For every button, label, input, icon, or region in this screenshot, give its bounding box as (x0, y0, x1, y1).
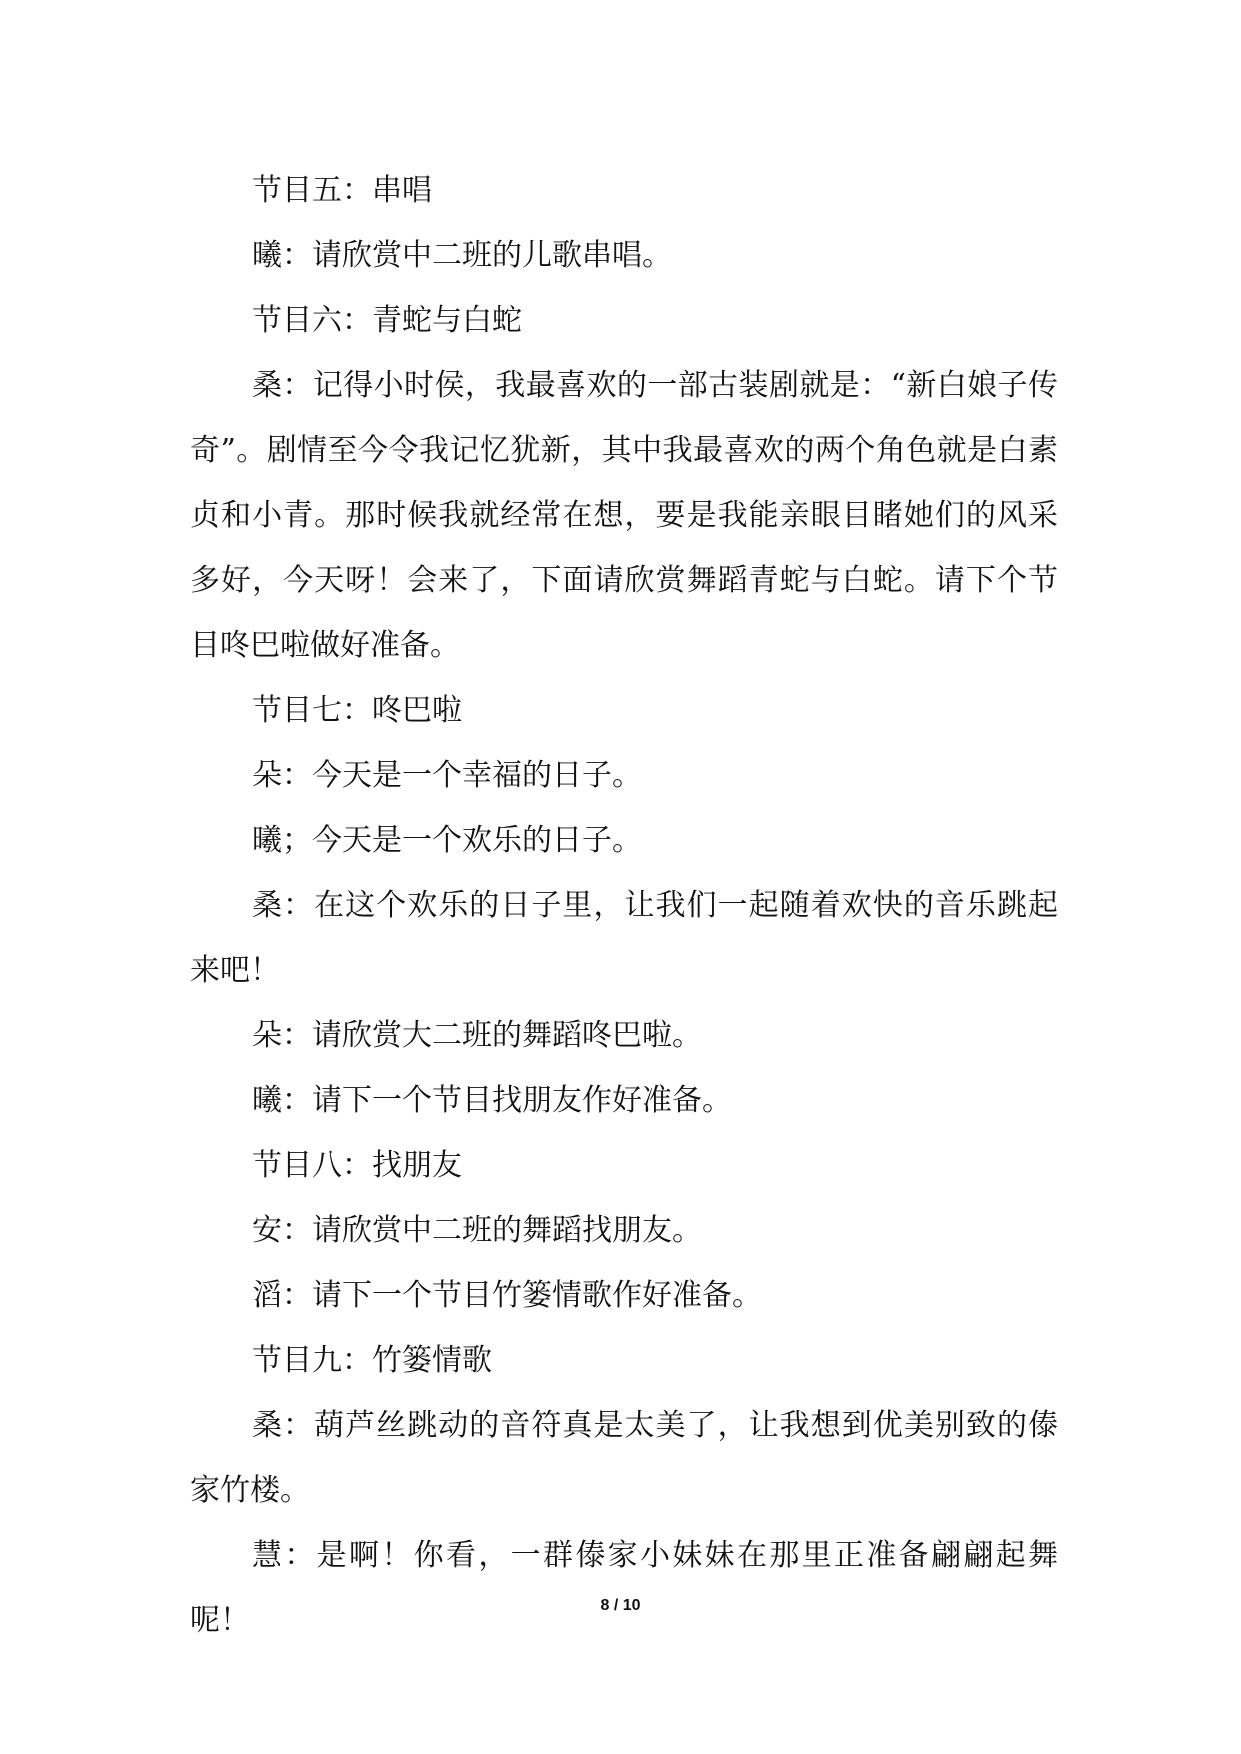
paragraph-dialogue: 曦；今天是一个欢乐的日子。 (252, 823, 642, 858)
page-number: 8 / 10 (600, 1597, 641, 1614)
paragraph-dialogue: 朵：请欣赏大二班的舞蹈咚巴啦。 (252, 1018, 702, 1053)
paragraph-program-6: 节目六：青蛇与白蛇 (252, 303, 522, 338)
paragraph-program-5: 节目五：串唱 (252, 173, 432, 208)
paragraph-dialogue: 朵：今天是一个幸福的日子。 (252, 758, 642, 793)
paragraph-dialogue: 曦：请欣赏中二班的儿歌串唱。 (252, 238, 672, 273)
paragraph-dialogue: 桑：葫芦丝跳动的音符真是太美了，让我想到优美别致的傣家竹楼。 (190, 1408, 1058, 1508)
document-body (190, 158, 1058, 1653)
paragraph-dialogue: 滔：请下一个节目竹篓情歌作好准备。 (252, 1278, 762, 1313)
paragraph-dialogue: 曦：请下一个节目找朋友作好准备。 (252, 1083, 732, 1118)
paragraph-program-9: 节目九：竹篓情歌 (252, 1343, 492, 1378)
paragraph-dialogue: 桑：在这个欢乐的日子里，让我们一起随着欢快的音乐跳起来吧！ (190, 888, 1058, 988)
paragraph-program-7: 节目七：咚巴啦 (252, 693, 462, 728)
paragraph-dialogue: 慧：是啊！你看，一群傣家小妹妹在那里正准备翩翩起舞呢！ (190, 1538, 1058, 1638)
paragraph-program-8: 节目八：找朋友 (252, 1148, 462, 1183)
paragraph-dialogue: 安：请欣赏中二班的舞蹈找朋友。 (252, 1213, 702, 1248)
paragraph-dialogue: 桑：记得小时侯，我最喜欢的一部古装剧就是：“新白娘子传奇”。剧情至今令我记忆犹新，其中我最喜欢的两个角色就是白素贞和小青。那时候我就经常在想，要是我能亲眼目睹她们的风采多好，今天呀！会来了，下面请欣赏舞蹈青蛇与白蛇。请下个节目咚巴啦做好准备。 (190, 368, 1058, 663)
